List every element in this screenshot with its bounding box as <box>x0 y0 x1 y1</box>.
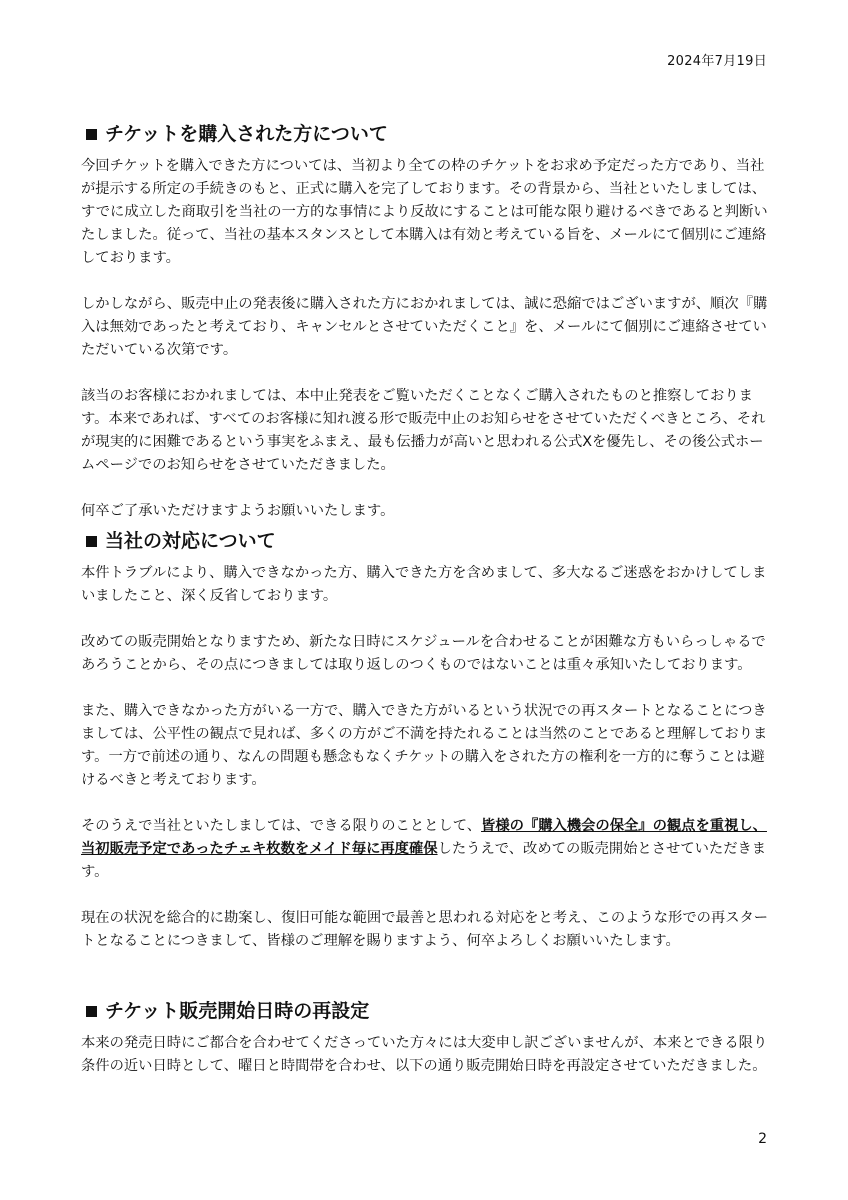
paragraph: 現在の状況を総合的に勘案し、復旧可能な範囲で最善と思われる対応をと考え、このような形での再スタートとなることにつきまして、皆様のご理解を賜りますよう、何卒よろしくお願いいたします。 <box>81 910 769 949</box>
square-bullet-icon <box>86 129 97 140</box>
square-bullet-icon <box>86 1006 97 1017</box>
page-number: 2 <box>758 1131 767 1147</box>
section-company-response <box>81 528 769 953</box>
paragraph-text: したうえで、改めての販売開始とさせていただきます。 <box>81 841 767 880</box>
emphasis-paragraph <box>81 815 769 884</box>
paragraph: 何卒ご了承いただけますようお願いいたします。 <box>81 503 395 519</box>
paragraph: 今回チケットを購入できた方については、当初より全ての枠のチケットをお求め予定だった方であり、当社が提示する所定の手続きのもと、正式に購入を完了しております。その背景から、当社といたしましては、すでに成立した商取引を当社の一方的な事情により反故にすることは可能な限り避けるべきであると判断いたしました。従って、当社の基本スタンスとして本購入は有効と考えている旨を、メールにて個別にご連絡しております。 <box>81 158 768 266</box>
section-heading-text: チケットを購入された方について <box>105 123 388 145</box>
section-heading <box>86 528 769 554</box>
paragraph: しかしながら、販売中止の発表後に購入された方におかれましては、誠に恐縮ではございますが、順次『購入は無効であったと考えており、キャンセルとさせていただくこと』を、メールにて個別にご連絡させていただいている次第です。 <box>81 296 768 358</box>
paragraph: 該当のお客様におかれましては、本中止発表をご覧いただくことなくご購入されたものと推察しております。本来であれば、すべてのお客様に知れ渡る形で販売中止のお知らせをさせていただくべきところ、それが現実的に困難であるという事実をふまえ、最も伝播力が高いと思われる公式Xを優先し、その後公式ホームページでのお知らせをさせていただきました。 <box>81 388 766 473</box>
section-heading-text: 当社の対応について <box>105 530 276 552</box>
emphasized-text: 皆様の『購入機会の保全』の観点を重視し、当初販売予定であったチェキ枚数をメイド毎に再度確保 <box>81 818 767 857</box>
section-heading-text: チケット販売開始日時の再設定 <box>105 1000 370 1022</box>
square-bullet-icon <box>86 536 97 547</box>
section-heading <box>86 121 769 147</box>
paragraph: 本来の発売日時にご都合を合わせてくださっていた方々には大変申し訳ございませんが、本来とできる限り条件の近い日時として、曜日と時間帯を合わせ、以下の通り販売開始日時を再設定させていただきました。 <box>81 1035 768 1074</box>
document-date: 2024年7月19日 <box>667 54 767 69</box>
section-ticket-sale-reschedule <box>81 998 769 1078</box>
paragraph: また、購入できなかった方がいる一方で、購入できた方がいるという状況での再スタートとなることにつきましては、公平性の観点で見れば、多くの方がご不満を持たれることは当然のことであると理解しております。一方で前述の通り、なんの問題も懸念もなくチケットの購入をされた方の権利を一方的に奪うことは避けるべきと考えております。 <box>81 703 768 788</box>
paragraph-text: そのうえで当社といたしましては、できる限りのこととして、 <box>81 818 482 834</box>
paragraph: 改めての販売開始となりますため、新たな日時にスケジュールを合わせることが困難な方もいらっしゃるであろうことから、その点につきましては取り返しのつくものではないことは重々承知いたしております。 <box>81 634 766 673</box>
section-ticket-purchasers <box>81 121 769 523</box>
paragraph: 本件トラブルにより、購入できなかった方、購入できた方を含めまして、多大なるご迷惑をおかけしてしまいましたこと、深く反省しております。 <box>81 565 767 604</box>
section-heading <box>86 998 769 1024</box>
